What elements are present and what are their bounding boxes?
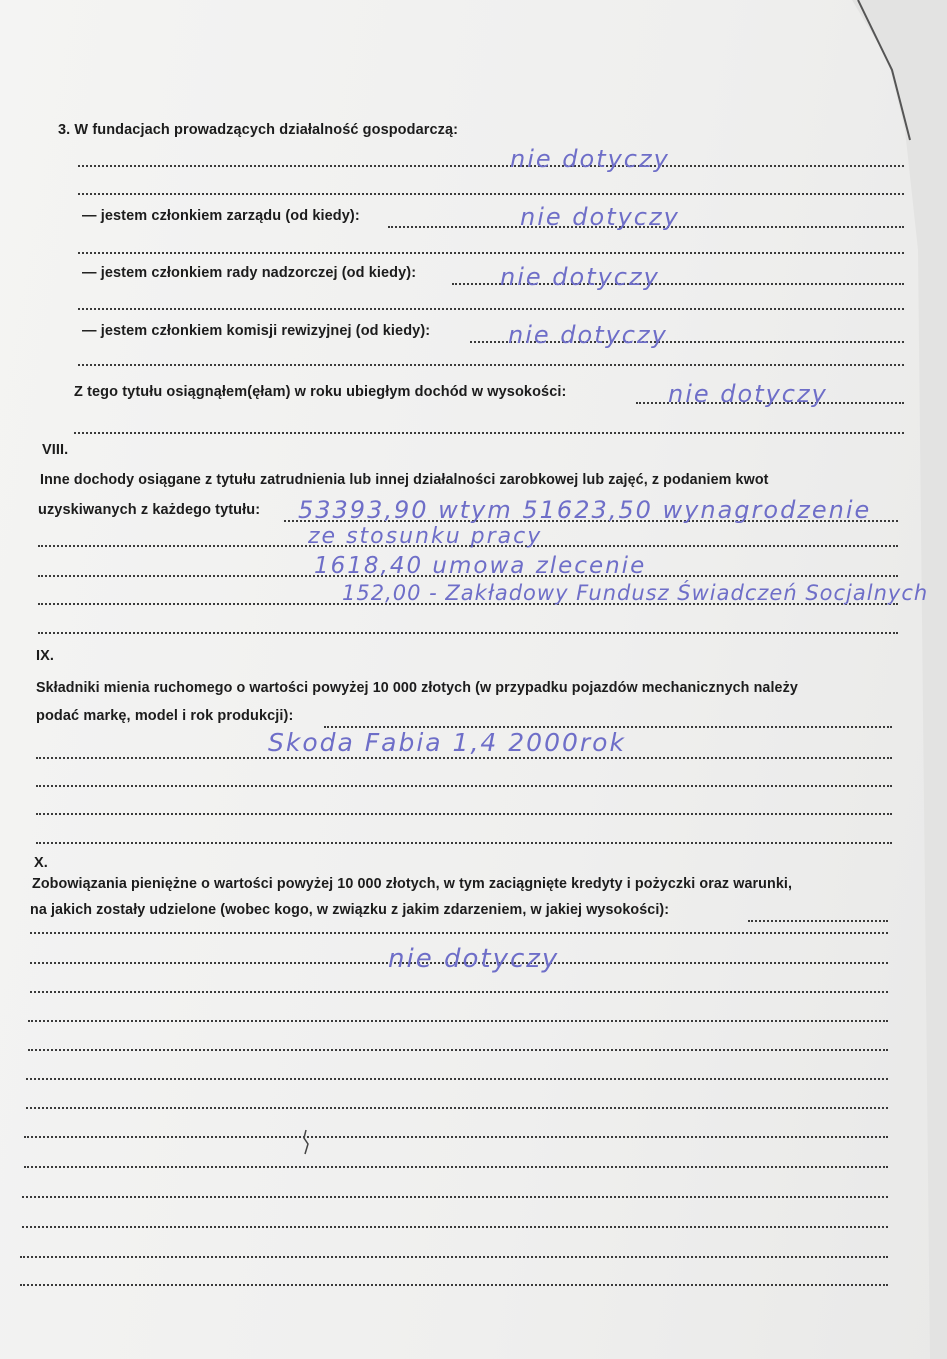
pen-mark — [300, 1128, 312, 1158]
board-label: — jestem członkiem zarządu (od kiedy): — [82, 208, 360, 224]
answer-line — [78, 308, 904, 310]
answer-line — [30, 991, 888, 993]
section-ix-number: IX. — [36, 648, 55, 664]
answer-line — [36, 842, 892, 844]
section-x-text: na jakich zostały udzielone (wobec kogo, w związku z jakim zdarzeniem, w jakiej wysokości): — [30, 902, 670, 918]
answer-line — [28, 1020, 888, 1022]
answer-line — [74, 432, 904, 434]
answer-line — [30, 932, 888, 934]
income-label: Z tego tytułu osiągnąłem(ęłam) w roku ubiegłym dochód w wysokości: — [74, 384, 567, 400]
answer-line — [78, 165, 904, 167]
answer-line — [26, 1107, 888, 1109]
answer-line — [38, 632, 898, 634]
answer-line — [24, 1166, 888, 1168]
answer-line — [22, 1196, 888, 1198]
section-x-number: X. — [34, 855, 48, 871]
supervisory-board-label: — jestem członkiem rady nadzorczej (od kiedy): — [82, 265, 417, 281]
audit-committee-label: — jestem członkiem komisji rewizyjnej (od kiedy): — [82, 323, 431, 339]
handwritten-answer: nie dotyczy — [508, 321, 668, 349]
handwritten-vehicle: Skoda Fabia 1,4 2000rok — [268, 728, 626, 757]
handwritten-income: 53393,90 wtym 51623,50 wynagrodzenie — [298, 496, 872, 524]
handwritten-answer: nie dotyczy — [520, 203, 680, 231]
answer-line — [26, 1078, 888, 1080]
section-ix-text: Składniki mienia ruchomego o wartości powyżej 10 000 złotych (w przypadku pojazdów mechanicznych należy — [36, 680, 798, 696]
answer-line — [20, 1256, 888, 1258]
answer-line — [20, 1284, 888, 1286]
section-viii-number: VIII. — [42, 442, 69, 458]
section-viii-text: Inne dochody osiągane z tytułu zatrudnienia lub innej działalności zarobkowej lub zajęć, z podaniem kwot — [40, 472, 769, 488]
section-3-heading: 3. W fundacjach prowadzących działalność gospodarczą: — [58, 122, 459, 138]
handwritten-answer: nie dotyczy — [500, 263, 660, 291]
answer-line — [78, 193, 904, 195]
handwritten-answer: nie dotyczy — [510, 145, 670, 173]
answer-line — [36, 757, 892, 759]
answer-line — [24, 1136, 888, 1138]
answer-line — [28, 1049, 888, 1051]
section-x-text: Zobowiązania pieniężne o wartości powyżej 10 000 złotych, w tym zaciągnięte kredyty i pożyczki oraz warunki, — [32, 876, 793, 892]
handwritten-income: 152,00 - Zakładowy Fundusz Świadczeń Socjalnych — [342, 581, 929, 605]
handwritten-liabilities: nie dotyczy — [388, 944, 560, 974]
section-viii-text: uzyskiwanych z każdego tytułu: — [38, 502, 261, 518]
section-ix-text: podać markę, model i rok produkcji): — [36, 708, 294, 724]
answer-line — [748, 920, 888, 922]
handwritten-income: ze stosunku pracy — [308, 524, 543, 549]
handwritten-answer: nie dotyczy — [668, 380, 828, 408]
answer-line — [36, 813, 892, 815]
answer-line — [78, 364, 904, 366]
handwritten-income: 1618,40 umowa zlecenie — [314, 553, 647, 579]
answer-line — [22, 1226, 888, 1228]
answer-line — [36, 785, 892, 787]
answer-line — [78, 252, 904, 254]
